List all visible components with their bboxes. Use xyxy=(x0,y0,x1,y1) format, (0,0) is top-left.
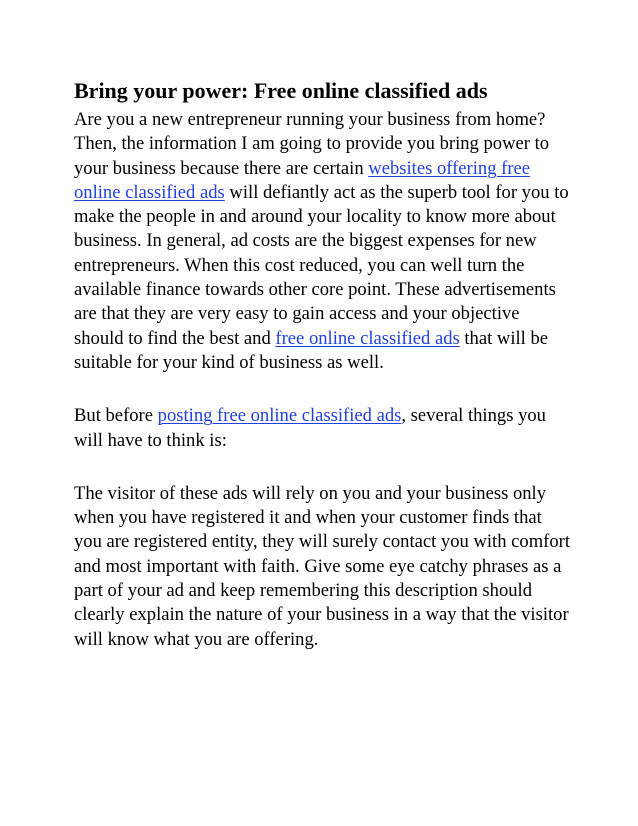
paragraph-text: that will be suitable for your kind of business as well. xyxy=(74,327,549,373)
paragraph-text: The visitor of these ads will rely on you and your business only when you have registered it and when your customer finds that you are registered entity, they will surely contact you with comfort and most important with faith. Give some eye catchy phrases as a part of your ad and keep remembering this description should clearly explain the nature of your business in a way that the visitor will know what you are offering. xyxy=(74,482,571,650)
link-free-online-classified-ads[interactable]: free online classified ads xyxy=(275,327,460,349)
link-websites-offering-free-online-classified-ads[interactable]: websites offering free online classified ads xyxy=(74,157,531,203)
paragraph-visitor xyxy=(74,482,572,652)
document-title: Bring your power: Free online classified ads xyxy=(74,78,488,103)
paragraph-text: will defiantly act as the superb tool for you to make the people in and around your locality to know more about business. In general, ad costs are the biggest expenses for new entrepreneurs. When this cost reduced, you can well turn the available finance towards other core point. These advertisements are that they are very easy to gain access and your objective should to find the best and xyxy=(74,181,569,349)
paragraph-text: Are you a new entrepreneur running your business from home? Then, the information I am going to provide you bring power to your business because there are certain xyxy=(74,109,550,179)
paragraph-text: , several things you will have to think is: xyxy=(74,405,546,451)
document-body xyxy=(74,76,572,681)
paragraph-before-posting xyxy=(74,404,572,453)
link-posting-free-online-classified-ads[interactable]: posting free online classified ads xyxy=(157,405,402,427)
paragraph-text: But before xyxy=(74,405,158,427)
paragraph-intro xyxy=(74,108,572,375)
